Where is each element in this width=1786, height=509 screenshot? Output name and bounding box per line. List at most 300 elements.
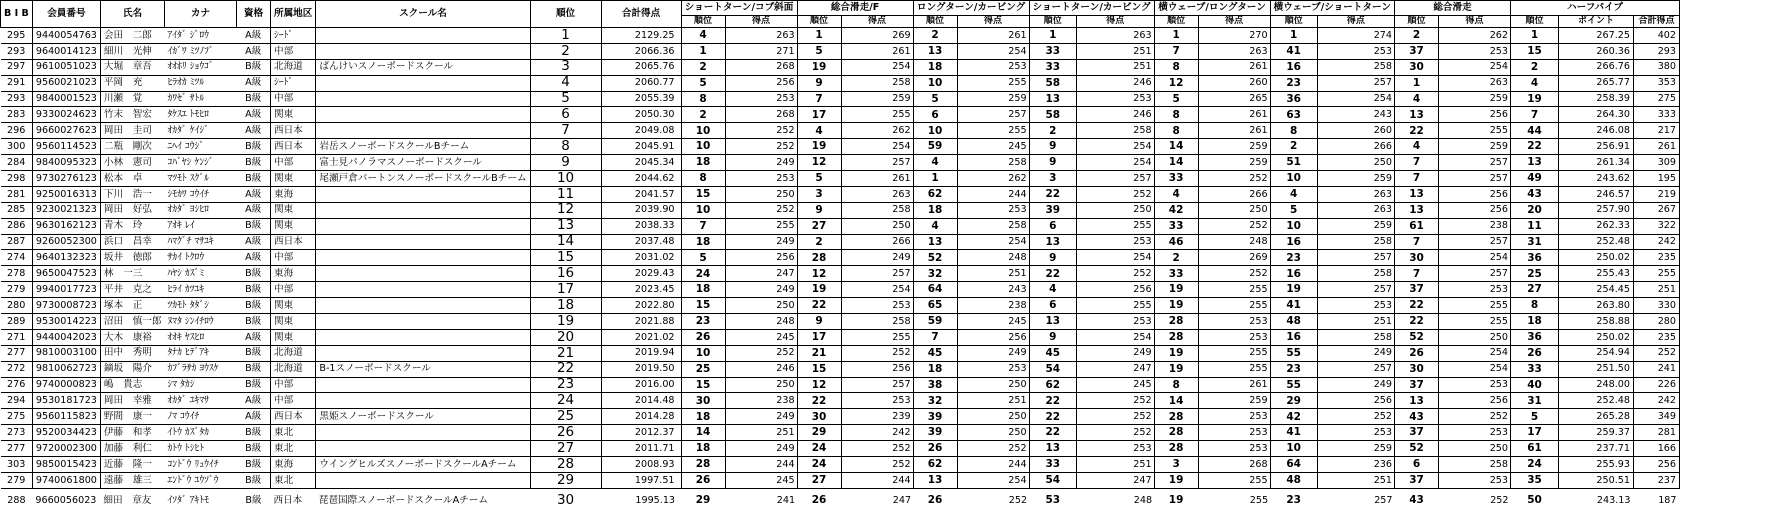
halfpipe-rank-cell: 20 xyxy=(1511,202,1559,218)
event-rank-cell: 61 xyxy=(1395,218,1439,234)
event-rank-cell: 43 xyxy=(1395,409,1439,425)
halfpipe-point-cell: 258.88 xyxy=(1559,314,1634,330)
event-score-cell: 263 xyxy=(1439,75,1511,91)
table-row xyxy=(1,377,1680,393)
event-rank-cell: 7 xyxy=(1395,171,1439,187)
event-score-cell: 254 xyxy=(957,234,1029,250)
halfpipe-point-cell: 256.91 xyxy=(1559,139,1634,155)
event-rank-cell: 6 xyxy=(1029,218,1076,234)
member-no-cell: 9560114523 xyxy=(32,139,100,155)
event-score-cell: 268 xyxy=(725,107,797,123)
halfpipe-total-cell: 166 xyxy=(1634,441,1680,457)
event-score-cell: 253 xyxy=(957,202,1029,218)
event-score-cell: 263 xyxy=(1317,186,1394,202)
event-score-cell: 258 xyxy=(841,314,913,330)
school-cell xyxy=(316,91,530,107)
event-rank-cell: 8 xyxy=(1154,107,1198,123)
kana-cell: ｵｵﾎﾘ ｼｮｳｺﾞ xyxy=(164,59,236,75)
event-rank-cell: 7 xyxy=(681,218,725,234)
qualification-cell: B級 xyxy=(245,494,262,506)
event-rank-cell: 10 xyxy=(681,202,725,218)
rank-cell: 5 xyxy=(530,91,601,107)
event-score-cell: 257 xyxy=(1317,250,1394,266)
bib-cell: 281 xyxy=(1,186,33,202)
event-score-cell: 258 xyxy=(1317,234,1394,250)
qualification-cell: A級 xyxy=(236,393,270,409)
halfpipe-rank-cell: 19 xyxy=(1511,91,1559,107)
event-rank-cell: 22 xyxy=(1395,298,1439,314)
event-rank-cell: 42 xyxy=(1270,409,1317,425)
rank-cell: 25 xyxy=(530,409,601,425)
event-rank-cell: 45 xyxy=(913,345,957,361)
event-rank-cell: 9 xyxy=(1029,250,1076,266)
header-rank: 順位 xyxy=(530,1,601,28)
event-rank-cell: 2 xyxy=(1029,123,1076,139)
event-rank-cell: 22 xyxy=(1395,123,1439,139)
kana-cell: ｵｶﾀﾞ ﾕｷﾏｻ xyxy=(164,393,236,409)
event-rank-cell: 3 xyxy=(797,186,841,202)
name-cell: 野間 康一 xyxy=(100,409,164,425)
table-row xyxy=(1,250,1680,266)
rank-cell: 7 xyxy=(530,123,601,139)
rank-cell: 8 xyxy=(530,139,601,155)
kana-cell: ｵｶﾀﾞ ﾖｼﾋﾛ xyxy=(164,202,236,218)
table-row xyxy=(1,155,1680,171)
event-rank-cell: 23 xyxy=(1270,250,1317,266)
event-score-cell: 255 xyxy=(841,107,913,123)
event-score-cell: 255 xyxy=(1076,298,1154,314)
kana-cell: ｲｶﾞﾜ ﾐﾂﾉﾌﾞ xyxy=(164,43,236,59)
event-score-cell: 254 xyxy=(1439,250,1511,266)
region-cell: 北海道 xyxy=(270,59,315,75)
event-score-cell: 258 xyxy=(1317,266,1394,282)
event-rank-cell: 7 xyxy=(1395,234,1439,250)
event-rank-cell: 12 xyxy=(797,155,841,171)
event-score-cell: 252 xyxy=(725,202,797,218)
qualification-cell: B級 xyxy=(236,171,270,187)
event-rank-cell: 8 xyxy=(1154,377,1198,393)
rank-cell: 4 xyxy=(530,75,601,91)
event-rank-cell: 63 xyxy=(1270,107,1317,123)
event-rank-cell: 2 xyxy=(681,59,725,75)
header-event-6: 横ウェーブ/ショートターン xyxy=(1270,1,1394,16)
kana-cell: ｻｶｲ ﾄｸﾛｳ xyxy=(164,250,236,266)
event-rank-cell: 5 xyxy=(913,91,957,107)
event-score-cell: 256 xyxy=(1439,107,1511,123)
event-rank-cell: 54 xyxy=(1029,472,1076,488)
event-score-cell: 244 xyxy=(957,186,1029,202)
event-score-cell: 261 xyxy=(841,171,913,187)
region-cell: 関東 xyxy=(270,298,315,314)
event-rank-cell: 2 xyxy=(1395,28,1439,44)
event-rank-cell: 29 xyxy=(1270,393,1317,409)
event-score-cell: 248 xyxy=(957,250,1029,266)
event-score-cell: 242 xyxy=(841,425,913,441)
name-cell: 松本 卓 xyxy=(100,171,164,187)
table-row xyxy=(1,282,1680,298)
total-score-cell: 2039.90 xyxy=(601,202,681,218)
event-score-cell: 255 xyxy=(957,123,1029,139)
rank-cell: 29 xyxy=(530,472,601,488)
event-rank-cell: 30 xyxy=(1395,250,1439,266)
event-score-cell: 253 xyxy=(1198,314,1270,330)
total-score-cell: 2019.50 xyxy=(601,361,681,377)
bib-cell: 278 xyxy=(1,266,33,282)
bib-cell: 291 xyxy=(1,75,33,91)
table-row xyxy=(1,171,1680,187)
event-rank-cell: 1 xyxy=(1029,28,1076,44)
halfpipe-point-cell: 255.93 xyxy=(1559,457,1634,473)
subheader-score: 得点 xyxy=(1317,16,1394,28)
total-score-cell: 2044.62 xyxy=(601,171,681,187)
total-score-cell: 2045.91 xyxy=(601,139,681,155)
event-rank-cell: 22 xyxy=(1029,425,1076,441)
event-rank-cell: 14 xyxy=(1154,155,1198,171)
name-cell: 青木 玲 xyxy=(100,218,164,234)
event-score-cell: 250 xyxy=(957,409,1029,425)
event-score-cell: 259 xyxy=(841,91,913,107)
event-rank-cell: 4 xyxy=(797,123,841,139)
event-rank-cell: 5 xyxy=(797,43,841,59)
event-score-cell: 268 xyxy=(725,59,797,75)
event-rank-cell: 16 xyxy=(1270,329,1317,345)
event-rank-cell: 2 xyxy=(913,28,957,44)
event-score-cell: 263 xyxy=(1076,28,1154,44)
rank-cell: 19 xyxy=(530,314,601,330)
event-score-cell: 253 xyxy=(1439,282,1511,298)
event-rank-cell: 8 xyxy=(1270,123,1317,139)
name-cell: 川瀬 覚 xyxy=(100,91,164,107)
event-score-cell: 239 xyxy=(841,409,913,425)
event-score-cell: 266 xyxy=(841,234,913,250)
rank-cell: 15 xyxy=(530,250,601,266)
event-rank-cell: 58 xyxy=(1029,75,1076,91)
subheader-rank: 順位 xyxy=(1029,16,1076,28)
event-rank-cell: 4 xyxy=(1395,91,1439,107)
event-rank-cell: 4 xyxy=(1395,139,1439,155)
halfpipe-rank-cell: 2 xyxy=(1511,59,1559,75)
event-rank-cell: 13 xyxy=(913,43,957,59)
event-score-cell: 250 xyxy=(725,298,797,314)
event-score-cell: 252 xyxy=(841,441,913,457)
event-rank-cell: 23 xyxy=(1270,361,1317,377)
event-rank-cell: 51 xyxy=(1270,155,1317,171)
event-rank-cell: 45 xyxy=(1029,345,1076,361)
qualification-cell: A級 xyxy=(236,28,270,44)
bib-cell: 303 xyxy=(1,457,33,473)
halfpipe-point-cell: 263.80 xyxy=(1559,298,1634,314)
halfpipe-point-cell: 246.08 xyxy=(1559,123,1634,139)
member-no-cell: 9740000823 xyxy=(32,377,100,393)
member-no-cell: 9230021323 xyxy=(32,202,100,218)
member-no-cell: 9530014223 xyxy=(32,314,100,330)
table-row xyxy=(1,218,1680,234)
halfpipe-total-cell: 353 xyxy=(1634,75,1680,91)
event-score-cell: 245 xyxy=(725,472,797,488)
event-score-cell: 258 xyxy=(841,202,913,218)
rank-cell: 6 xyxy=(530,107,601,123)
event-score-cell: 247 xyxy=(725,266,797,282)
kana-cell: ﾋﾗｵｶ ﾐﾂﾙ xyxy=(164,75,236,91)
subheader-rank: 順位 xyxy=(913,16,957,28)
subheader-score: 得点 xyxy=(1198,16,1270,28)
event-rank-cell: 8 xyxy=(1154,123,1198,139)
event-score-cell: 256 xyxy=(957,329,1029,345)
qualification-cell: A級 xyxy=(236,107,270,123)
event-score-cell: 259 xyxy=(1439,139,1511,155)
event-score-cell: 262 xyxy=(957,171,1029,187)
qualification-cell: B級 xyxy=(236,282,270,298)
event-score-cell: 253 xyxy=(1076,441,1154,457)
event-rank-cell: 27 xyxy=(797,472,841,488)
region-cell: 北海道 xyxy=(270,361,315,377)
school-cell xyxy=(316,472,530,488)
event-score-cell: 243 xyxy=(957,282,1029,298)
region-cell: 中部 xyxy=(270,91,315,107)
subheader-rank: 順位 xyxy=(1270,16,1317,28)
event-rank-cell: 28 xyxy=(1154,329,1198,345)
event-score-cell: 256 xyxy=(1439,202,1511,218)
school-cell xyxy=(316,123,530,139)
event-rank-cell: 7 xyxy=(1395,155,1439,171)
event-score-cell: 262 xyxy=(841,123,913,139)
event-rank-cell: 64 xyxy=(913,282,957,298)
event-score-cell: 253 xyxy=(1439,425,1511,441)
event-rank-cell: 4 xyxy=(681,28,725,44)
event-rank-cell: 29 xyxy=(695,494,711,507)
table-row xyxy=(1,28,1680,44)
event-rank-cell: 41 xyxy=(1270,298,1317,314)
event-rank-cell: 10 xyxy=(681,123,725,139)
school-cell xyxy=(316,377,530,393)
event-score-cell: 254 xyxy=(841,139,913,155)
bib-cell: 289 xyxy=(1,314,33,330)
halfpipe-total-cell: 255 xyxy=(1634,266,1680,282)
halfpipe-rank-cell: 13 xyxy=(1511,155,1559,171)
event-score-cell: 258 xyxy=(957,218,1029,234)
event-rank-cell: 25 xyxy=(681,361,725,377)
halfpipe-rank-cell: 31 xyxy=(1511,393,1559,409)
header-name: 氏名 xyxy=(100,1,164,28)
name-cell: 浜口 昌幸 xyxy=(100,234,164,250)
halfpipe-point-cell: 260.36 xyxy=(1559,43,1634,59)
table-row xyxy=(1,107,1680,123)
event-rank-cell: 37 xyxy=(1395,472,1439,488)
event-score-cell: 250 xyxy=(957,425,1029,441)
bib-cell: 293 xyxy=(1,43,33,59)
school-cell xyxy=(316,298,530,314)
event-score-cell: 249 xyxy=(725,155,797,171)
event-score-cell: 255 xyxy=(1198,345,1270,361)
bib-cell: 287 xyxy=(1,234,33,250)
region-cell: 関東 xyxy=(270,218,315,234)
school-cell: 岩岳スノーボードスクールBチーム xyxy=(316,139,530,155)
halfpipe-total-cell: 349 xyxy=(1634,409,1680,425)
halfpipe-rank-cell: 43 xyxy=(1511,186,1559,202)
member-no-cell: 9520034423 xyxy=(32,425,100,441)
region-cell: 関東 xyxy=(270,314,315,330)
halfpipe-point-cell: 252.48 xyxy=(1559,234,1634,250)
event-score-cell: 257 xyxy=(1439,155,1511,171)
event-score-cell: 251 xyxy=(957,393,1029,409)
rank-cell: 26 xyxy=(530,425,601,441)
event-rank-cell: 28 xyxy=(1154,425,1198,441)
event-rank-cell: 26 xyxy=(681,472,725,488)
event-rank-cell: 37 xyxy=(1395,282,1439,298)
event-score-cell: 247 xyxy=(892,494,912,506)
name-cell: 沼田 慎一郎 xyxy=(100,314,164,330)
event-score-cell: 256 xyxy=(1076,282,1154,298)
event-score-cell: 247 xyxy=(1076,361,1154,377)
qualification-cell: B級 xyxy=(236,139,270,155)
table-row xyxy=(1,91,1680,107)
halfpipe-total-cell: 267 xyxy=(1634,202,1680,218)
member-no-cell: 9650047523 xyxy=(32,266,100,282)
event-score-cell: 265 xyxy=(1198,91,1270,107)
event-rank-cell: 14 xyxy=(681,425,725,441)
bib-cell: 275 xyxy=(1,409,33,425)
name-cell: 塚本 正 xyxy=(100,298,164,314)
header-event-1: ショートターン/コブ斜面 xyxy=(681,1,797,16)
kana-cell: ｱｲﾀﾞ ｼﾞﾛｳ xyxy=(164,28,236,44)
results-body xyxy=(1,28,1680,509)
event-rank-cell: 22 xyxy=(1029,266,1076,282)
subheader-score: 得点 xyxy=(1076,16,1154,28)
qualification-cell: B級 xyxy=(236,298,270,314)
school-cell xyxy=(316,43,530,59)
rank-cell: 9 xyxy=(530,155,601,171)
halfpipe-rank-cell: 31 xyxy=(1511,234,1559,250)
total-score-cell: 2060.77 xyxy=(601,75,681,91)
halfpipe-total-cell: 217 xyxy=(1634,123,1680,139)
event-score-cell: 257 xyxy=(1317,282,1394,298)
halfpipe-point-cell: 251.50 xyxy=(1559,361,1634,377)
school-cell xyxy=(316,425,530,441)
event-score-cell: 249 xyxy=(841,250,913,266)
event-score-cell: 252 xyxy=(1076,409,1154,425)
event-score-cell: 255 xyxy=(1439,123,1511,139)
kana-cell: ﾋﾗｲ ｶﾂﾕｷ xyxy=(164,282,236,298)
event-rank-cell: 2 xyxy=(681,107,725,123)
header-row xyxy=(1,1,1680,16)
event-score-cell: 250 xyxy=(1198,202,1270,218)
school-cell xyxy=(316,202,530,218)
event-score-cell: 253 xyxy=(1198,441,1270,457)
total-score-cell: 2021.88 xyxy=(601,314,681,330)
kana-cell: ｼﾏ ﾀｶｼ xyxy=(164,377,236,393)
event-rank-cell: 9 xyxy=(1029,329,1076,345)
event-rank-cell: 19 xyxy=(1154,361,1198,377)
region-cell: 関東 xyxy=(270,171,315,187)
event-score-cell: 253 xyxy=(1439,377,1511,393)
header-region: 所属地区 xyxy=(270,1,315,28)
event-rank-cell: 52 xyxy=(1395,441,1439,457)
event-score-cell: 236 xyxy=(1317,457,1394,473)
event-score-cell: 261 xyxy=(1198,107,1270,123)
event-score-cell: 266 xyxy=(1198,186,1270,202)
halfpipe-total-cell: 333 xyxy=(1634,107,1680,123)
halfpipe-point-cell: 243.62 xyxy=(1559,171,1634,187)
bib-cell: 288 xyxy=(7,494,26,506)
event-score-cell: 257 xyxy=(1374,494,1393,506)
event-score-cell: 261 xyxy=(841,43,913,59)
event-score-cell: 259 xyxy=(1317,171,1394,187)
region-cell: ｼｰﾄﾞ xyxy=(270,75,315,91)
event-rank-cell: 28 xyxy=(1154,314,1198,330)
event-score-cell: 261 xyxy=(1198,59,1270,75)
qualification-cell: B級 xyxy=(236,425,270,441)
kana-cell: ﾊﾔｼ ｶｽﾞﾐ xyxy=(164,266,236,282)
event-rank-cell: 28 xyxy=(797,250,841,266)
event-rank-cell: 4 xyxy=(1029,282,1076,298)
kana-cell: ｶﾜｾﾞ ｻﾄﾙ xyxy=(164,91,236,107)
event-rank-cell: 24 xyxy=(797,457,841,473)
halfpipe-total-cell: 195 xyxy=(1634,171,1680,187)
kana-cell: ｱｵｷ ﾚｲ xyxy=(164,218,236,234)
event-rank-cell: 6 xyxy=(913,107,957,123)
event-score-cell: 252 xyxy=(725,345,797,361)
bib-cell: 297 xyxy=(1,59,33,75)
table-row xyxy=(1,59,1680,75)
name-cell: 岡田 幸雅 xyxy=(100,393,164,409)
event-rank-cell: 54 xyxy=(1029,361,1076,377)
school-cell: 琵琶国際スノーボードスクールAチーム xyxy=(318,494,488,506)
qualification-cell: A級 xyxy=(236,329,270,345)
event-rank-cell: 43 xyxy=(1409,494,1424,507)
halfpipe-rank-cell: 44 xyxy=(1511,123,1559,139)
event-score-cell: 256 xyxy=(1439,186,1511,202)
kana-cell: ﾉﾏ ｺｳｲﾁ xyxy=(164,409,236,425)
event-score-cell: 243 xyxy=(1317,107,1394,123)
event-score-cell: 254 xyxy=(1439,59,1511,75)
event-rank-cell: 19 xyxy=(797,139,841,155)
bib-cell: 280 xyxy=(1,298,33,314)
bib-cell: 293 xyxy=(1,91,33,107)
event-rank-cell: 22 xyxy=(1395,314,1439,330)
header-member-no: 会員番号 xyxy=(32,1,100,28)
event-rank-cell: 19 xyxy=(1168,494,1184,507)
event-score-cell: 254 xyxy=(1439,361,1511,377)
event-rank-cell: 7 xyxy=(1154,43,1198,59)
event-rank-cell: 2 xyxy=(797,234,841,250)
table-row xyxy=(1,457,1680,473)
halfpipe-point-cell: 248.00 xyxy=(1559,377,1634,393)
event-score-cell: 248 xyxy=(725,314,797,330)
member-no-cell: 9660027623 xyxy=(32,123,100,139)
rank-cell: 1 xyxy=(530,28,601,44)
halfpipe-total-cell: 226 xyxy=(1634,377,1680,393)
event-score-cell: 251 xyxy=(957,266,1029,282)
event-score-cell: 250 xyxy=(1439,329,1511,345)
rank-cell: 28 xyxy=(530,457,601,473)
event-score-cell: 256 xyxy=(725,250,797,266)
rank-cell: 11 xyxy=(530,186,601,202)
event-score-cell: 253 xyxy=(725,91,797,107)
halfpipe-rank-cell: 22 xyxy=(1511,139,1559,155)
event-score-cell: 244 xyxy=(725,457,797,473)
event-rank-cell: 15 xyxy=(681,298,725,314)
event-rank-cell: 53 xyxy=(1045,494,1061,507)
kana-cell: ﾂｶﾓﾄ ﾀﾀﾞｼ xyxy=(164,298,236,314)
event-rank-cell: 2 xyxy=(1154,250,1198,266)
event-rank-cell: 29 xyxy=(797,425,841,441)
region-cell: 関東 xyxy=(270,107,315,123)
qualification-cell: B級 xyxy=(236,266,270,282)
bib-cell: 283 xyxy=(1,107,33,123)
event-score-cell: 256 xyxy=(841,361,913,377)
event-rank-cell: 38 xyxy=(913,377,957,393)
qualification-cell: A級 xyxy=(236,409,270,425)
